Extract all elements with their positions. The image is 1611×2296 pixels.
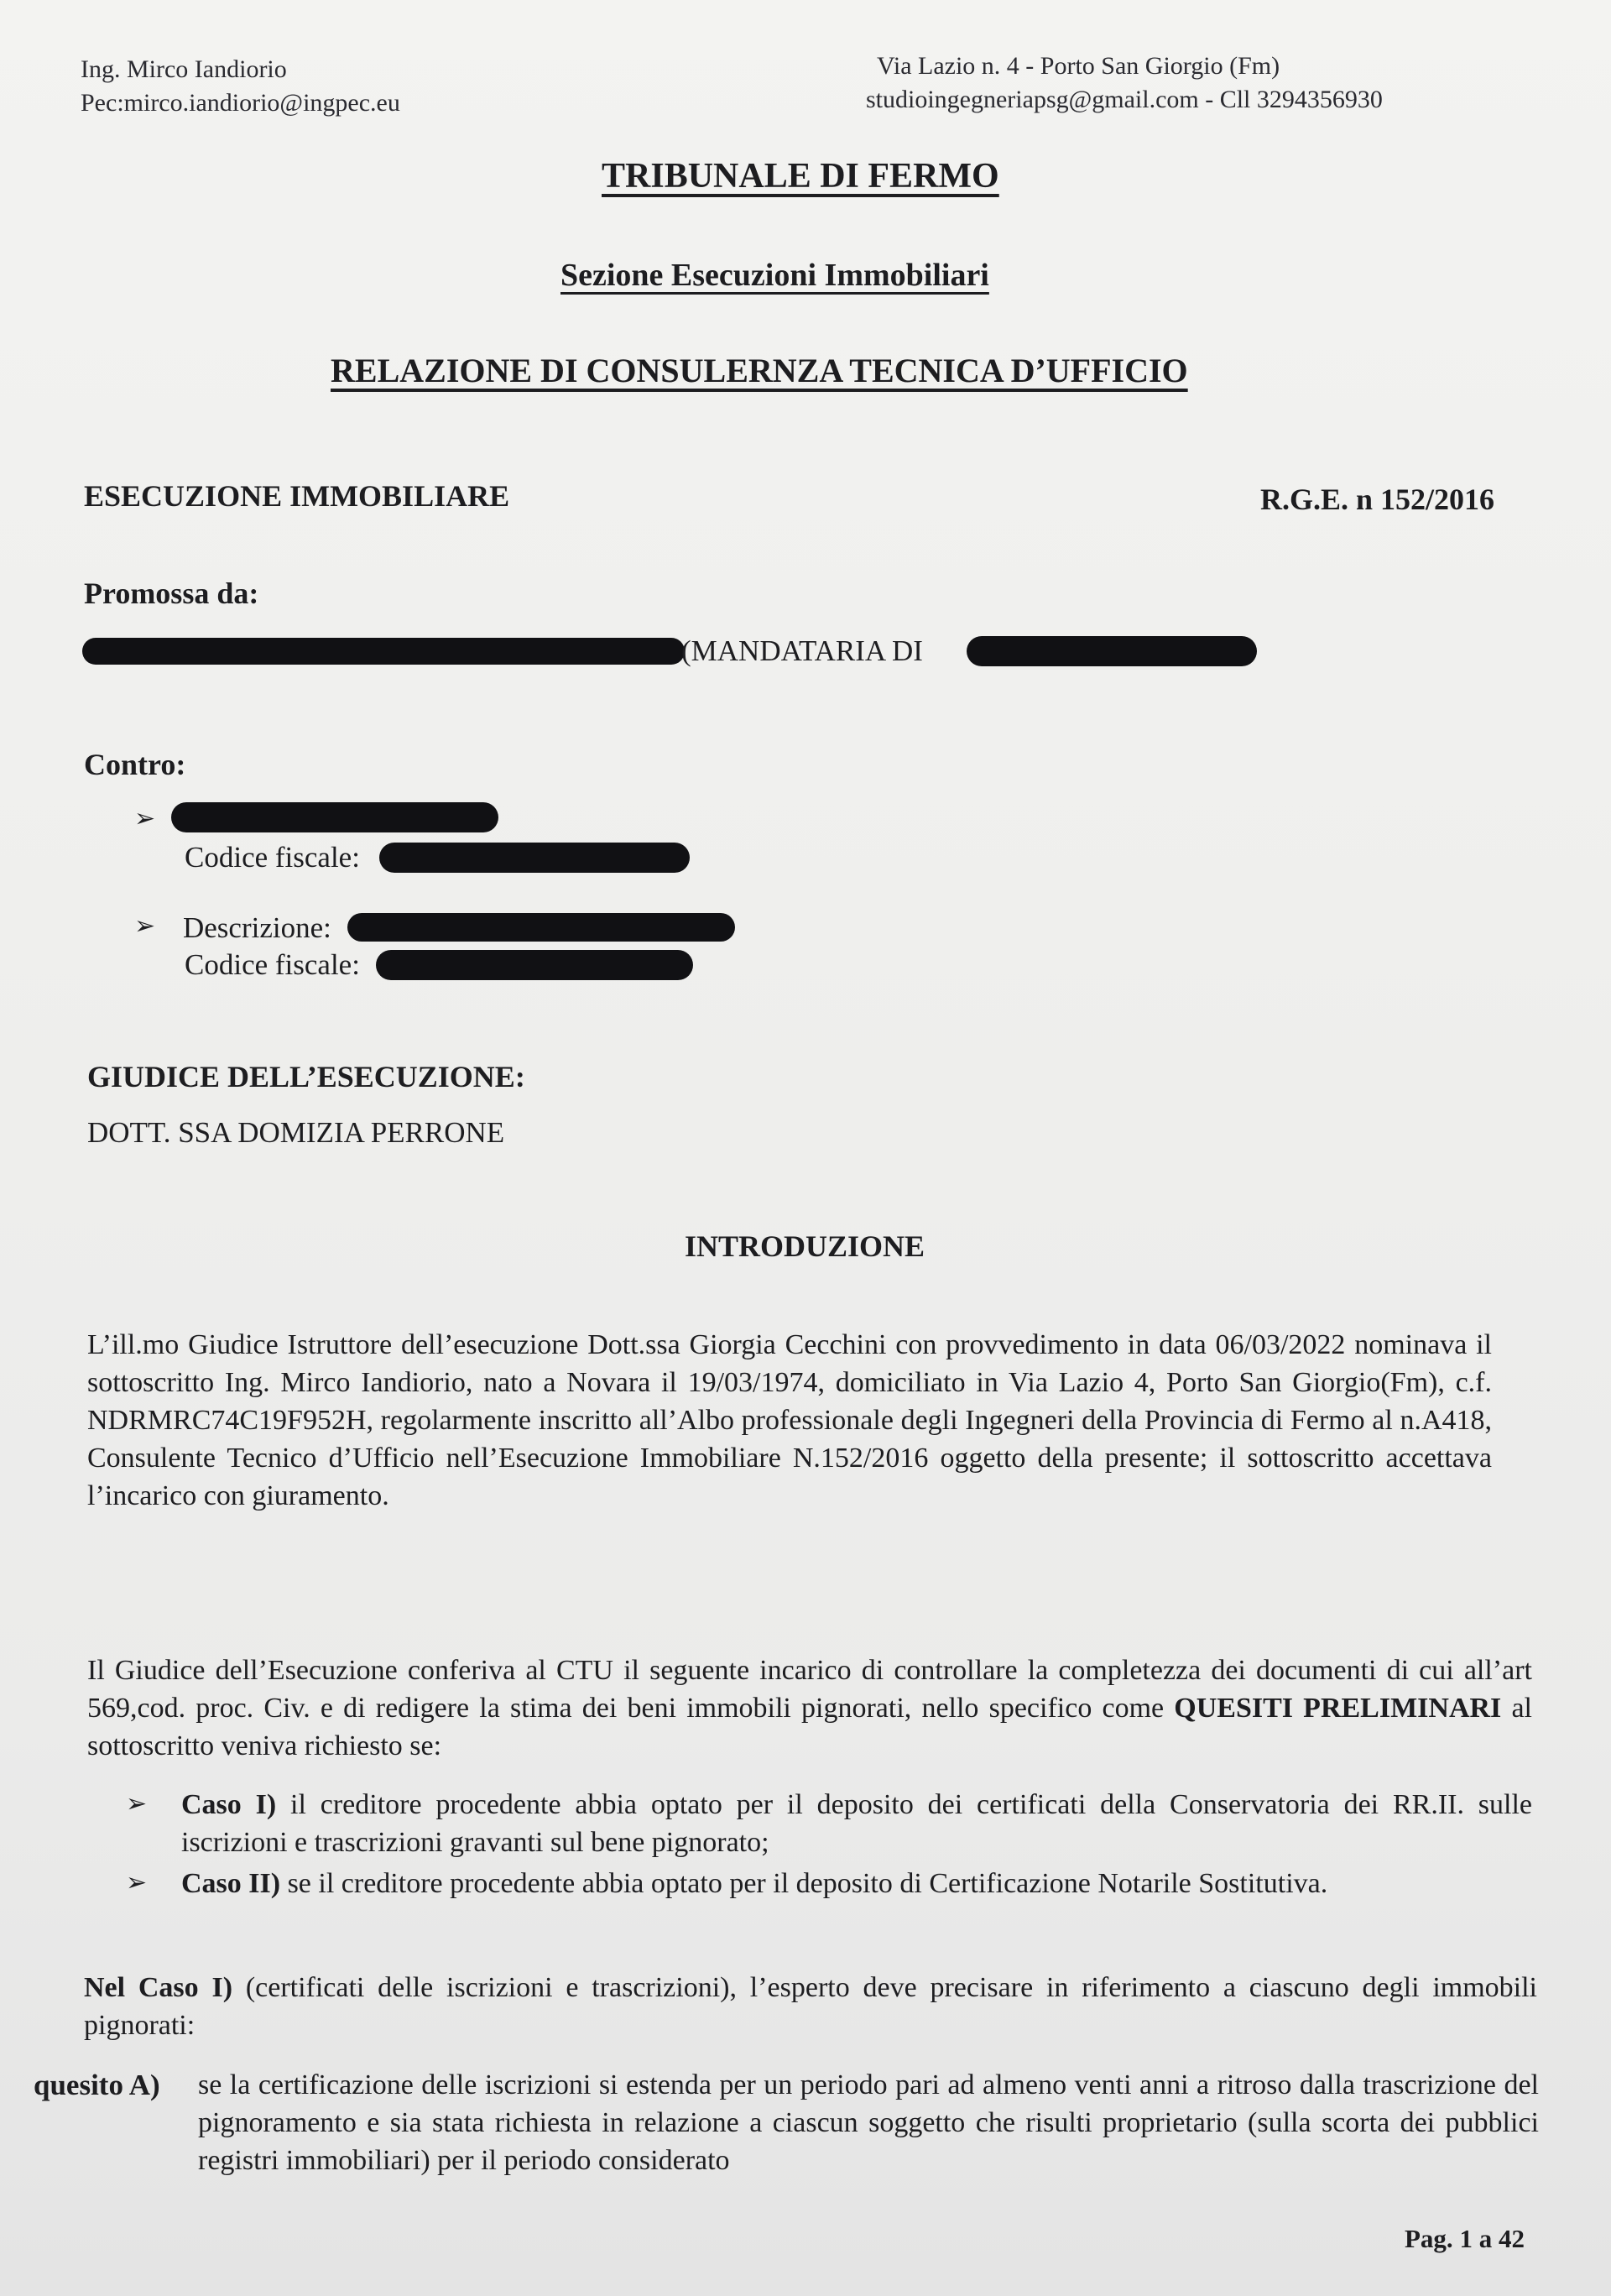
quesito-a-label: quesito A) xyxy=(34,2069,160,2101)
current-page: 1 xyxy=(1459,2224,1473,2253)
pag-label: Pag. xyxy=(1405,2224,1453,2253)
redaction-codice-fiscale-2 xyxy=(376,950,693,980)
caso-2-text: se il creditore procedente abbia optato per il deposito di Certificazione Notarile Sostitutiva. xyxy=(287,1868,1328,1899)
court-title: TRIBUNALE DI FERMO xyxy=(602,157,999,196)
incarico-text-after: al sottoscritto veniva richiesto se: xyxy=(87,1693,1533,1761)
intro-paragraph: L’ill.mo Giudice Istruttore dell’esecuzione Dott.ssa Giorgia Cecchini con provvedimento in data 06/03/2022 nominava il sottoscritto Ing. Mirco Iandiorio, nato a Novara il 19/03/1974, domiciliato in Via Lazio 4, Porto San Giorgio(Fm), c.f. NDRMRC74C19F952H, regolarmente inscritto all’Albo professionale degli Ingegneri della Provincia di Fermo al n.A418, Consulente Tecnico d’Ufficio nell’Esecuzione Immobiliare N.152/2016 oggetto della presente; il sottoscritto accettava l’incarico con giuramento. xyxy=(87,1329,1492,1511)
bullet-icon: ➢ xyxy=(126,1790,148,1818)
giudice-label: GIUDICE DELL’ESECUZIONE: xyxy=(87,1060,525,1093)
intro-heading: INTRODUZIONE xyxy=(685,1229,925,1263)
caso-2 xyxy=(181,1865,1532,1902)
bullet-icon: ➢ xyxy=(134,912,156,940)
bullet-icon: ➢ xyxy=(126,1869,148,1897)
of-label: a xyxy=(1478,2224,1493,2253)
descrizione-label: Descrizione: xyxy=(183,911,331,944)
section-title: Sezione Esecuzioni Immobiliari xyxy=(560,258,989,293)
redaction-codice-fiscale-1 xyxy=(379,843,690,873)
nel-caso-label: Nel Caso I) xyxy=(84,1972,233,2003)
mandataria-text: (MANDATARIA DI xyxy=(681,634,923,667)
redaction-mandataria xyxy=(967,636,1257,666)
redaction-creditor xyxy=(82,638,685,665)
nel-caso-paragraph xyxy=(84,1969,1537,2044)
header-address: Via Lazio n. 4 - Porto San Giorgio (Fm) xyxy=(877,52,1280,80)
caso-1-label: Caso I) xyxy=(181,1789,277,1820)
redaction-descrizione xyxy=(347,913,735,942)
bullet-icon: ➢ xyxy=(134,805,156,832)
nel-caso-text: (certificati delle iscrizioni e trascrizioni), l’esperto deve precisare in riferimento a ciascuno degli immobili pignorati: xyxy=(84,1972,1537,2041)
caso-1 xyxy=(181,1786,1532,1861)
header-contact: studioingegneriapsg@gmail.com - Cll 3294356930 xyxy=(866,86,1383,113)
redaction-debtor-name xyxy=(171,802,498,832)
codice-fiscale-label-1: Codice fiscale: xyxy=(185,841,360,874)
caso-1-text: il creditore procedente abbia optato per il deposito dei certificati della Conservatoria dei RR.II. sulle iscrizioni e trascrizioni gravanti sul bene pignorato; xyxy=(181,1789,1533,1858)
caso-2-label: Caso II) xyxy=(181,1868,281,1899)
page-number xyxy=(1405,2224,1525,2254)
promossa-label: Promossa da: xyxy=(84,577,259,610)
codice-fiscale-label-2: Codice fiscale: xyxy=(185,948,360,981)
case-label: ESECUZIONE IMMOBILIARE xyxy=(84,479,510,513)
quesito-a-text: se la certificazione delle iscrizioni si estenda per un periodo pari ad almeno venti anni a ritroso dalla trascrizione del pignoramento e sia stata richiesta in relazione a ciascun soggetto che risulti proprietario (sulla scorta dei pubblici registri immobiliari) per il periodo considerato xyxy=(198,2069,1539,2176)
report-title: RELAZIONE DI CONSULERNZA TECNICA D’UFFICIO xyxy=(331,352,1188,389)
header-author: Ing. Mirco Iandiorio xyxy=(81,55,287,83)
contro-label: Contro: xyxy=(84,748,186,781)
incarico-paragraph xyxy=(87,1652,1532,1765)
quesiti-preliminari: QUESITI PRELIMINARI xyxy=(1174,1693,1502,1724)
incarico-text-before: Il Giudice dell’Esecuzione conferiva al CTU il seguente incarico di controllare la completezza dei documenti di cui all’art 569,cod. proc. Civ. e di redigere la stima dei beni immobili pignorati, nello specifico come xyxy=(87,1655,1532,1724)
header-pec: Pec:mirco.iandiorio@ingpec.eu xyxy=(81,89,400,117)
total-pages: 42 xyxy=(1498,2224,1525,2253)
case-number: R.G.E. n 152/2016 xyxy=(1260,483,1495,516)
giudice-name: DOTT. SSA DOMIZIA PERRONE xyxy=(87,1116,505,1149)
